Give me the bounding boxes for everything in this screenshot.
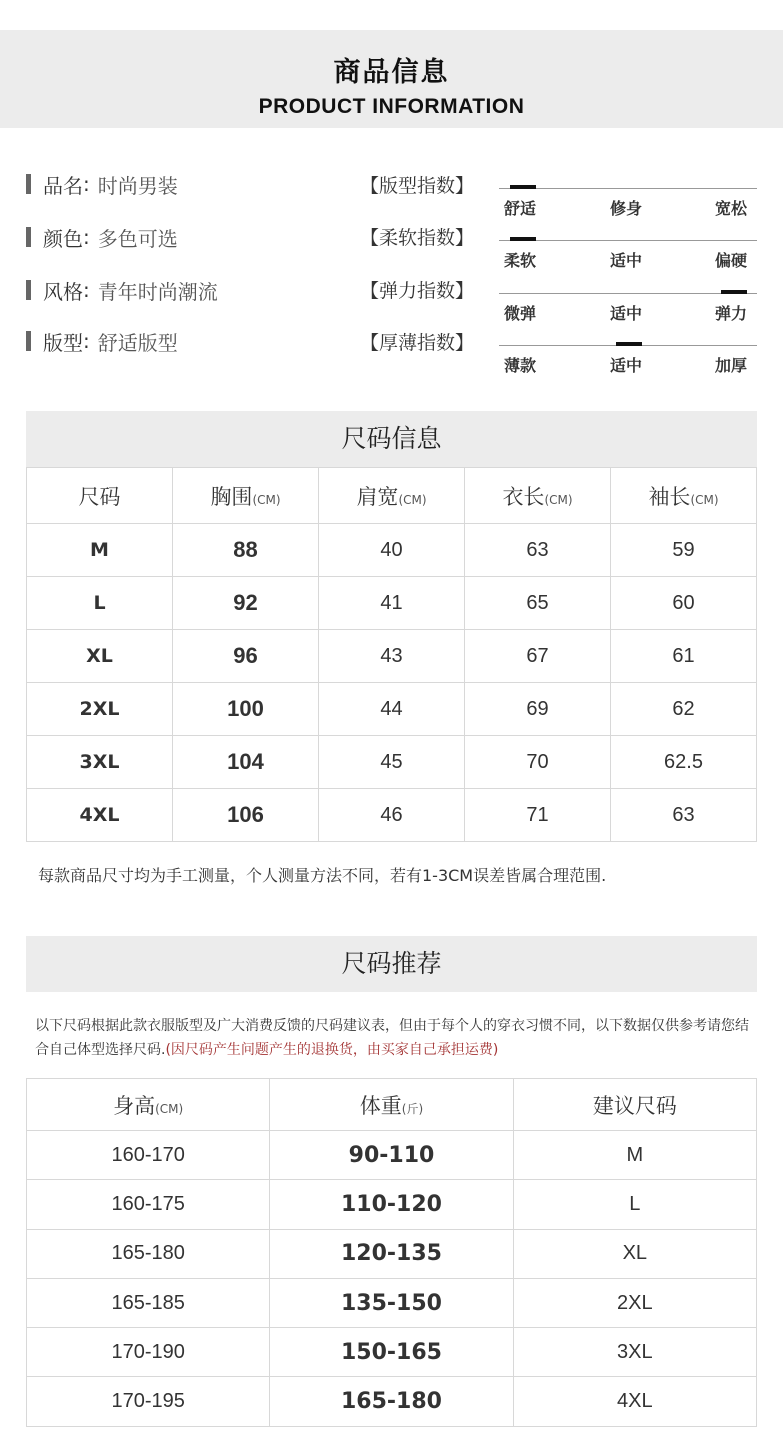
bullet-bar: [26, 227, 31, 247]
attribute-row-fit: 版型 : 舒适版型: [26, 326, 178, 356]
index-marker: [510, 185, 536, 189]
attribute-row-name: 品名 : 时尚男装: [26, 169, 178, 199]
unit-label: (CM): [398, 492, 427, 507]
table-row: [27, 1229, 757, 1278]
index-scale-line: [499, 293, 757, 294]
size-cell: XL: [27, 630, 173, 683]
bullet-bar: [26, 280, 31, 300]
height-cell: 165-185: [27, 1278, 270, 1327]
attribute-row-color: 颜色 : 多色可选: [26, 222, 178, 252]
shoulder-cell: 43: [319, 630, 465, 683]
length-cell: 71: [465, 789, 611, 842]
table-row: [27, 1180, 757, 1229]
unit-label: (斤): [401, 1101, 424, 1116]
header-height: 身高(CM): [27, 1079, 270, 1131]
unit-label: (CM): [690, 492, 719, 507]
table-row: [27, 524, 757, 577]
index-option: 薄款: [504, 356, 537, 375]
height-cell: 170-190: [27, 1328, 270, 1377]
header-length: 衣长(CM): [465, 468, 611, 524]
length-cell: 63: [465, 524, 611, 577]
shoulder-cell: 46: [319, 789, 465, 842]
attribute-value: 舒适版型: [97, 330, 178, 355]
index-label: 【弹力指数】: [360, 280, 475, 302]
length-cell: 70: [465, 736, 611, 789]
chest-cell: 88: [173, 524, 319, 577]
chest-cell: 96: [173, 630, 319, 683]
index-option: 适中: [610, 356, 643, 375]
length-cell: 69: [465, 683, 611, 736]
unit-label: (CM): [252, 492, 281, 507]
index-marker: [510, 237, 536, 241]
table-header-row: [27, 1079, 757, 1131]
index-option: 弹力: [715, 304, 748, 323]
product-info-title: 商品信息: [333, 57, 450, 88]
header-shoulder: 肩宽(CM): [319, 468, 465, 524]
index-scale-line: [499, 240, 757, 241]
suggested-size-cell: XL: [513, 1229, 756, 1278]
size-reco-header: 尺码推荐: [26, 936, 757, 992]
table-header-row: [27, 468, 757, 524]
weight-cell: 165-180: [270, 1377, 513, 1426]
height-cell: 170-195: [27, 1377, 270, 1426]
weight-cell: 110-120: [270, 1180, 513, 1229]
sleeve-cell: 59: [611, 524, 757, 577]
length-cell: 65: [465, 577, 611, 630]
table-row: [27, 630, 757, 683]
sleeve-cell: 62.5: [611, 736, 757, 789]
height-cell: 160-175: [27, 1180, 270, 1229]
size-info-header: 尺码信息: [26, 411, 757, 467]
header-chest: 胸围(CM): [173, 468, 319, 524]
index-option: 加厚: [715, 356, 748, 375]
sleeve-cell: 60: [611, 577, 757, 630]
size-cell: 4XL: [27, 789, 173, 842]
index-option: 微弹: [504, 304, 537, 323]
attribute-key: 风格: [43, 279, 83, 304]
length-cell: 67: [465, 630, 611, 683]
size-cell: 3XL: [27, 736, 173, 789]
index-option: 宽松: [715, 199, 748, 218]
product-info-subtitle: PRODUCT INFORMATION: [258, 95, 525, 118]
table-row: [27, 1377, 757, 1426]
index-label: 【厚薄指数】: [360, 332, 475, 354]
recommendation-description: 以下尺码根据此款衣服版型及广大消费反馈的尺码建议表，但由于每个人的穿衣习惯不同，以下数据仅供参考请您结合自己体型选择尺码.: [35, 1018, 749, 1058]
table-row: [27, 577, 757, 630]
size-cell: M: [27, 524, 173, 577]
sleeve-cell: 63: [611, 789, 757, 842]
bullet-bar: [26, 174, 31, 194]
size-cell: 2XL: [27, 683, 173, 736]
weight-cell: 90-110: [270, 1131, 513, 1180]
height-cell: 165-180: [27, 1229, 270, 1278]
weight-cell: 150-165: [270, 1328, 513, 1377]
fit-index: [360, 171, 760, 221]
size-cell: L: [27, 577, 173, 630]
attribute-key: 品名: [43, 173, 83, 198]
chest-cell: 104: [173, 736, 319, 789]
index-option: 舒适: [504, 199, 537, 218]
index-scale-line: [499, 188, 757, 189]
index-option: 柔软: [504, 251, 537, 270]
bullet-bar: [26, 331, 31, 351]
table-row: [27, 683, 757, 736]
index-option: 适中: [610, 251, 643, 270]
attribute-key: 版型: [43, 330, 83, 355]
sleeve-cell: 62: [611, 683, 757, 736]
unit-label: (CM): [544, 492, 573, 507]
index-option: 偏硬: [715, 251, 748, 270]
table-row: [27, 1278, 757, 1327]
weight-cell: 120-135: [270, 1229, 513, 1278]
attribute-key: 颜色: [43, 226, 83, 251]
header-size: 尺码: [27, 468, 173, 524]
index-marker: [721, 290, 747, 294]
table-row: [27, 1131, 757, 1180]
attribute-value: 多色可选: [97, 226, 178, 251]
table-row: [27, 736, 757, 789]
attribute-row-style: 风格 : 青年时尚潮流: [26, 275, 218, 305]
header-sleeve: 袖长(CM): [611, 468, 757, 524]
attribute-value: 时尚男装: [97, 173, 178, 198]
table-row: [27, 789, 757, 842]
index-marker: [616, 342, 642, 346]
size-recommendation-table: [26, 1078, 757, 1427]
measurement-note: 每款商品尺寸均为手工测量，个人测量方法不同，若有1-3CM误差皆属合理范围.: [38, 866, 607, 885]
weight-cell: 135-150: [270, 1278, 513, 1327]
table-row: [27, 1328, 757, 1377]
suggested-size-cell: 4XL: [513, 1377, 756, 1426]
chest-cell: 106: [173, 789, 319, 842]
index-option: 适中: [610, 304, 643, 323]
unit-label: (CM): [155, 1101, 184, 1116]
suggested-size-cell: M: [513, 1131, 756, 1180]
height-cell: 160-170: [27, 1131, 270, 1180]
header-weight: 体重(斤): [270, 1079, 513, 1131]
chest-cell: 100: [173, 683, 319, 736]
suggested-size-cell: 3XL: [513, 1328, 756, 1377]
suggested-size-cell: 2XL: [513, 1278, 756, 1327]
index-option: 修身: [610, 199, 643, 218]
elasticity-index: [360, 276, 760, 326]
recommendation-text: [35, 1014, 755, 1062]
softness-index: [360, 223, 760, 273]
size-table: [26, 467, 757, 842]
chest-cell: 92: [173, 577, 319, 630]
index-label: 【柔软指数】: [360, 227, 475, 249]
attribute-value: 青年时尚潮流: [97, 279, 218, 304]
shoulder-cell: 44: [319, 683, 465, 736]
shoulder-cell: 40: [319, 524, 465, 577]
product-info-header: [0, 30, 783, 128]
suggested-size-cell: L: [513, 1180, 756, 1229]
return-policy-warning: (因尺码产生问题产生的退换货，由买家自己承担运费): [165, 1042, 499, 1058]
shoulder-cell: 41: [319, 577, 465, 630]
sleeve-cell: 61: [611, 630, 757, 683]
header-suggested-size: 建议尺码: [513, 1079, 756, 1131]
thickness-index: [360, 328, 760, 378]
shoulder-cell: 45: [319, 736, 465, 789]
index-label: 【版型指数】: [360, 175, 475, 197]
